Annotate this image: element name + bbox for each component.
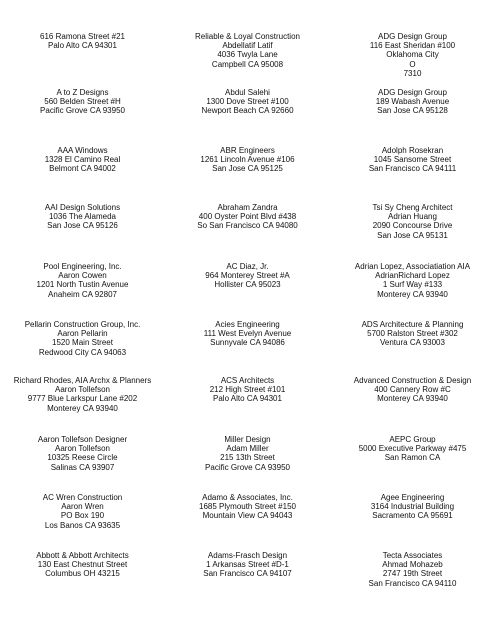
address-line: Columbus OH 43215 [45, 569, 120, 579]
address-label [330, 146, 495, 174]
address-line: Adam Miller [226, 444, 269, 454]
address-label [0, 376, 165, 413]
address-line: 400 Oyster Point Blvd #438 [198, 212, 297, 222]
address-line: Adams-Frasch Design [207, 551, 288, 560]
address-line: AC Diaz, Jr. [226, 262, 269, 271]
address-label [0, 146, 165, 174]
address-label [330, 493, 495, 521]
address-line: San Ramon CA [384, 453, 441, 463]
address-label [165, 376, 330, 404]
address-line: 1520 Main Street [52, 338, 113, 348]
address-line: Palo Alto CA 94301 [213, 394, 282, 404]
address-line: A to Z Designs [56, 88, 109, 97]
address-line: Belmont CA 94002 [49, 164, 116, 174]
address-line: Pacific Grove CA 93950 [40, 106, 125, 116]
address-line: 1 Arkansas Street #D-1 [206, 560, 289, 570]
address-line: 1036 The Alameda [48, 212, 116, 222]
address-line: 5000 Executive Parkway #475 [358, 444, 467, 454]
address-line: San Francisco CA 94107 [203, 569, 292, 579]
address-line: Campbell CA 95008 [211, 59, 284, 69]
address-label [0, 435, 165, 472]
address-line: Aaron Pellarin [57, 329, 108, 339]
address-label [330, 88, 495, 116]
address-line: Aaron Tollefson [55, 385, 110, 395]
address-line: ABR Engineers [220, 146, 275, 155]
address-line: Salinas CA 93907 [50, 462, 115, 472]
address-line: Adrian Lopez, Associatiation AIA [354, 262, 471, 271]
address-line: 9777 Blue Larkspur Lane #202 [27, 394, 138, 404]
address-line: 111 West Evelyn Avenue [203, 329, 292, 339]
address-label [165, 435, 330, 472]
address-line: Redwood City CA 94063 [38, 347, 127, 357]
address-line: 1300 Dove Street #100 [206, 97, 289, 107]
address-line: 616 Ramona Street #21 [40, 32, 125, 41]
address-label [165, 88, 330, 116]
address-line: AEPC Group [389, 435, 436, 444]
address-line: PO Box 190 [60, 511, 105, 521]
address-line: Hollister CA 95023 [214, 280, 281, 290]
address-line: Sunnyvale CA 94086 [210, 338, 285, 348]
address-line: ADG Design Group [378, 88, 447, 97]
address-line: 1685 Plymouth Street #150 [199, 502, 296, 512]
address-line: Pellarin Construction Group, Inc. [24, 320, 141, 329]
address-line: San Jose CA 95131 [377, 230, 448, 240]
address-label [0, 493, 165, 530]
address-line: Aaron Wren [61, 502, 104, 512]
address-line: Ventura CA 93003 [380, 338, 445, 348]
address-line: 964 Monterey Street #A [205, 271, 290, 281]
address-line: Richard Rhodes, AIA Archx & Planners [13, 376, 152, 385]
address-line: Sacramento CA 95691 [372, 511, 453, 521]
address-line: 1328 El Camino Real [44, 155, 121, 165]
address-label [165, 493, 330, 521]
address-label [330, 203, 495, 240]
address-line: San Jose CA 95128 [377, 106, 448, 116]
address-label [0, 551, 165, 579]
address-line: Palo Alto CA 94301 [48, 41, 117, 51]
address-line: AdrianRichard Lopez [375, 271, 450, 281]
address-line: Reliable & Loyal Construction [195, 32, 300, 41]
address-line: Pacific Grove CA 93950 [205, 462, 290, 472]
address-line: San Jose CA 95126 [47, 221, 118, 231]
address-label [0, 88, 165, 116]
address-line: Aaron Cowen [58, 271, 107, 281]
address-line: ACS Architects [220, 376, 275, 385]
address-line: 4036 Twyla Lane [217, 50, 278, 60]
address-label [165, 262, 330, 290]
address-label [330, 320, 495, 348]
address-line: So San Francisco CA 94080 [197, 221, 298, 231]
address-line: Monterey CA 93940 [377, 394, 448, 404]
address-line: San Jose CA 95125 [212, 164, 283, 174]
address-line: Advanced Construction & Design [353, 376, 472, 385]
address-line: O [409, 59, 416, 69]
address-line: Tsi Sy Cheng Architect [372, 203, 453, 212]
address-label [165, 551, 330, 579]
address-line: Monterey CA 93940 [377, 289, 448, 299]
address-label [165, 203, 330, 231]
address-label [330, 376, 495, 404]
address-line: ADS Architecture & Planning [361, 320, 464, 329]
address-line: Miller Design [224, 435, 271, 444]
address-label [0, 203, 165, 231]
address-line: 2090 Concourse Drive [372, 221, 453, 231]
address-line: 560 Belden Street #H [44, 97, 121, 107]
address-line: 2747 19th Street [382, 569, 443, 579]
address-label [0, 320, 165, 357]
address-line: Newport Beach CA 92660 [201, 106, 294, 116]
address-line: AAI Design Solutions [44, 203, 121, 212]
address-line: Agee Engineering [380, 493, 445, 502]
address-line: 1045 Sansome Street [373, 155, 452, 165]
address-line: Adrian Huang [388, 212, 437, 222]
address-line: Abbott & Abbott Architects [36, 551, 129, 560]
address-line: AAA Windows [57, 146, 108, 155]
address-line: Ahmad Mohazeb [382, 560, 443, 570]
address-line: Monterey CA 93940 [47, 403, 118, 413]
address-line: Tecta Associates [382, 551, 443, 560]
address-line: 1261 Lincoln Avenue #106 [200, 155, 295, 165]
address-line: 1201 North Tustin Avenue [36, 280, 129, 290]
address-line: 10325 Reese Circle [47, 453, 118, 463]
address-label [330, 435, 495, 463]
address-line: 5700 Ralston Street #302 [367, 329, 458, 339]
address-line: ADG Design Group [378, 32, 447, 41]
address-line: Aaron Tollefson [55, 444, 110, 454]
address-label [330, 262, 495, 299]
address-line: 189 Wabash Avenue [375, 97, 450, 107]
address-line: 7310 [403, 68, 422, 78]
address-line: San Francisco CA 94111 [368, 164, 457, 174]
address-label [165, 32, 330, 69]
address-line: 400 Cannery Row #C [374, 385, 451, 395]
address-label [0, 262, 165, 299]
address-line: 1 Surf Way #133 [382, 280, 443, 290]
address-line: Anaheim CA 92807 [48, 289, 117, 299]
address-line: 212 High Street #101 [209, 385, 286, 395]
address-line: Aaron Tollefson Designer [37, 435, 128, 444]
address-line: 130 East Chestnut Street [37, 560, 128, 570]
address-line: 116 East Sheridan #100 [369, 41, 456, 51]
address-line: Pool Engineering, Inc. [43, 262, 122, 271]
address-line: Acies Engineering [215, 320, 280, 329]
address-label [330, 551, 495, 588]
address-label [330, 32, 495, 78]
address-label [165, 320, 330, 348]
address-line: Adolph Rosekran [381, 146, 444, 155]
address-line: Abdellatif Latif [222, 41, 273, 51]
address-line: Mountain View CA 94043 [202, 511, 293, 521]
address-line: Abdul Salehi [225, 88, 270, 97]
address-line: San Francisco CA 94110 [368, 578, 457, 588]
address-line: 3164 Industrial Building [370, 502, 455, 512]
address-line: 215 13th Street [220, 453, 275, 463]
address-label [0, 32, 165, 50]
address-line: AC Wren Construction [42, 493, 123, 502]
address-line: Abraham Zandra [217, 203, 278, 212]
address-line: Adamo & Associates, Inc. [202, 493, 293, 502]
address-line: Oklahoma City [386, 50, 439, 60]
address-line: Los Banos CA 93635 [44, 520, 121, 530]
address-label [165, 146, 330, 174]
